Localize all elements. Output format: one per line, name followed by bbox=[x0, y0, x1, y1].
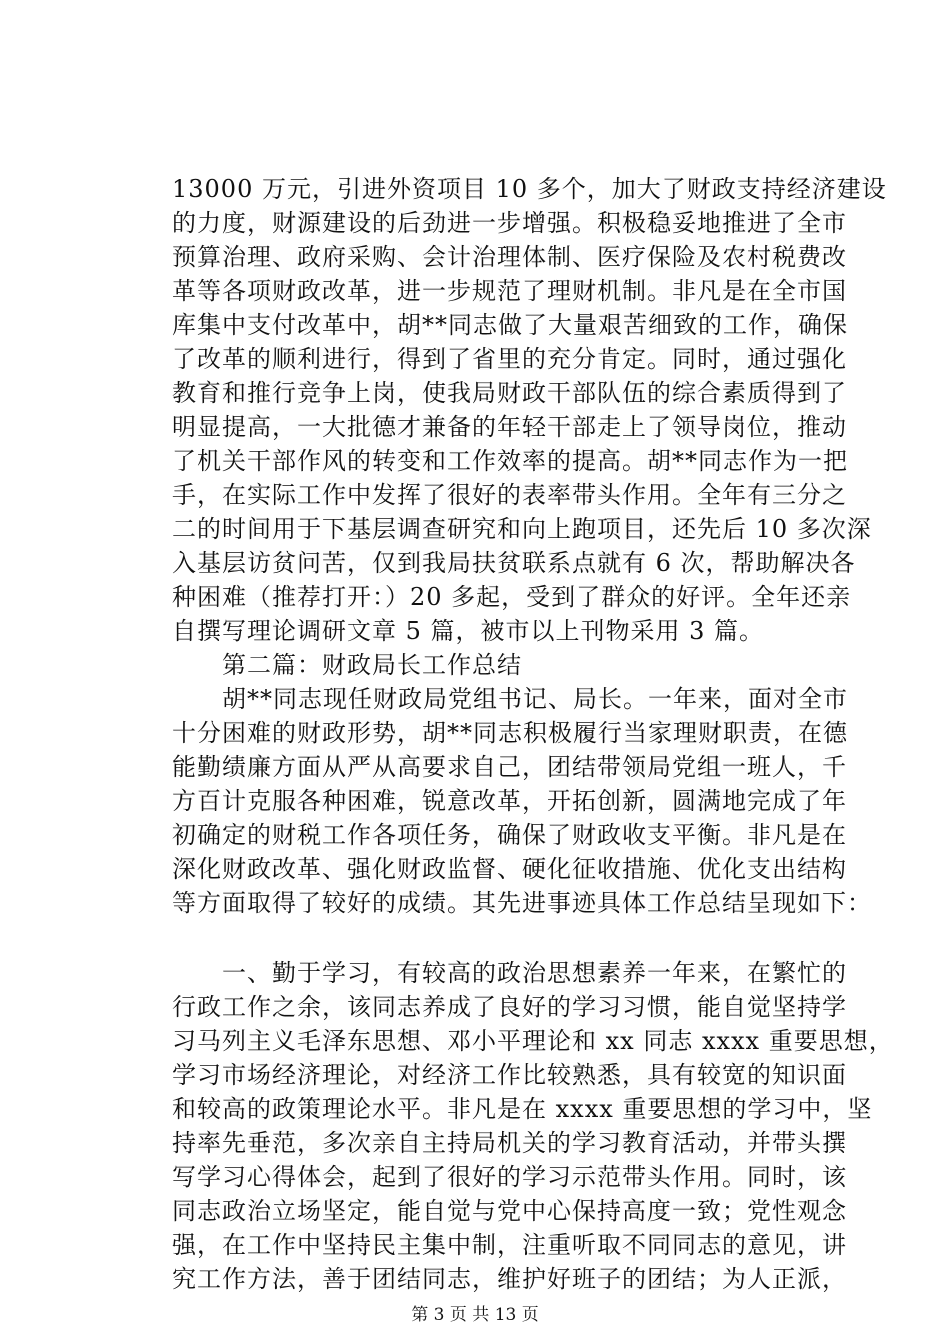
body-line: 了改革的顺利进行，得到了省里的充分肯定。同时，通过强化 bbox=[172, 345, 847, 373]
body-line: 究工作方法，善于团结同志，维护好班子的团结；为人正派， bbox=[172, 1265, 847, 1293]
body-line: 学习市场经济理论，对经济工作比较熟悉，具有较宽的知识面 bbox=[172, 1061, 847, 1089]
body-line: 胡**同志现任财政局党组书记、局长。一年来，面对全市 bbox=[172, 685, 848, 713]
body-line: 库集中支付改革中，胡**同志做了大量艰苦细致的工作，确保 bbox=[172, 311, 848, 339]
section-heading: 第二篇：财政局长工作总结 bbox=[172, 651, 522, 679]
body-line: 明显提高，一大批德才兼备的年轻干部走上了领导岗位，推动 bbox=[172, 413, 847, 441]
body-line: 自撰写理论调研文章 5 篇，被市以上刊物采用 3 篇。 bbox=[172, 617, 765, 645]
body-line: 二的时间用于下基层调查研究和向上跑项目，还先后 10 多次深 bbox=[172, 515, 872, 543]
body-line: 方百计克服各种困难，锐意改革，开拓创新，圆满地完成了年 bbox=[172, 787, 847, 815]
body-line: 和较高的政策理论水平。非凡是在 xxxx 重要思想的学习中，坚 bbox=[172, 1095, 873, 1123]
body-line: 写学习心得体会，起到了很好的学习示范带头作用。同时，该 bbox=[172, 1163, 847, 1191]
page-number-footer: 第 3 页 共 13 页 bbox=[411, 1305, 539, 1325]
body-line: 强，在工作中坚持民主集中制，注重听取不同同志的意见，讲 bbox=[172, 1231, 847, 1259]
body-line: 种困难（推荐打开：）20 多起，受到了群众的好评。全年还亲 bbox=[172, 583, 852, 611]
body-line: 等方面取得了较好的成绩。其先进事迹具体工作总结呈现如下： bbox=[172, 889, 872, 917]
body-line: 初确定的财税工作各项任务，确保了财政收支平衡。非凡是在 bbox=[172, 821, 847, 849]
body-line: 预算治理、政府采购、会计治理体制、医疗保险及农村税费改 bbox=[172, 243, 847, 271]
body-line: 手，在实际工作中发挥了很好的表率带头作用。全年有三分之 bbox=[172, 481, 847, 509]
body-line: 的力度，财源建设的后劲进一步增强。积极稳妥地推进了全市 bbox=[172, 209, 847, 237]
body-line: 深化财政改革、强化财政监督、硬化征收措施、优化支出结构 bbox=[172, 855, 847, 883]
body-line: 习马列主义毛泽东思想、邓小平理论和 xx 同志 xxxx 重要思想， bbox=[172, 1027, 894, 1055]
body-line: 十分困难的财政形势，胡**同志积极履行当家理财职责，在德 bbox=[172, 719, 848, 747]
body-line: 教育和推行竞争上岗，使我局财政干部队伍的综合素质得到了 bbox=[172, 379, 847, 407]
body-line: 行政工作之余，该同志养成了良好的学习习惯，能自觉坚持学 bbox=[172, 993, 847, 1021]
body-line: 了机关干部作风的转变和工作效率的提高。胡**同志作为一把 bbox=[172, 447, 848, 475]
body-line: 13000 万元，引进外资项目 10 多个，加大了财政支持经济建设 bbox=[172, 175, 887, 203]
body-line: 入基层访贫问苦，仅到我局扶贫联系点就有 6 次，帮助解决各 bbox=[172, 549, 856, 577]
body-line: 一、勤于学习，有较高的政治思想素养一年来，在繁忙的 bbox=[172, 959, 847, 987]
body-line: 革等各项财政改革，进一步规范了理财机制。非凡是在全市国 bbox=[172, 277, 847, 305]
body-line: 能勤绩廉方面从严从高要求自己，团结带领局党组一班人，千 bbox=[172, 753, 847, 781]
body-line: 持率先垂范，多次亲自主持局机关的学习教育活动，并带头撰 bbox=[172, 1129, 847, 1157]
body-line: 同志政治立场坚定，能自觉与党中心保持高度一致；党性观念 bbox=[172, 1197, 847, 1225]
